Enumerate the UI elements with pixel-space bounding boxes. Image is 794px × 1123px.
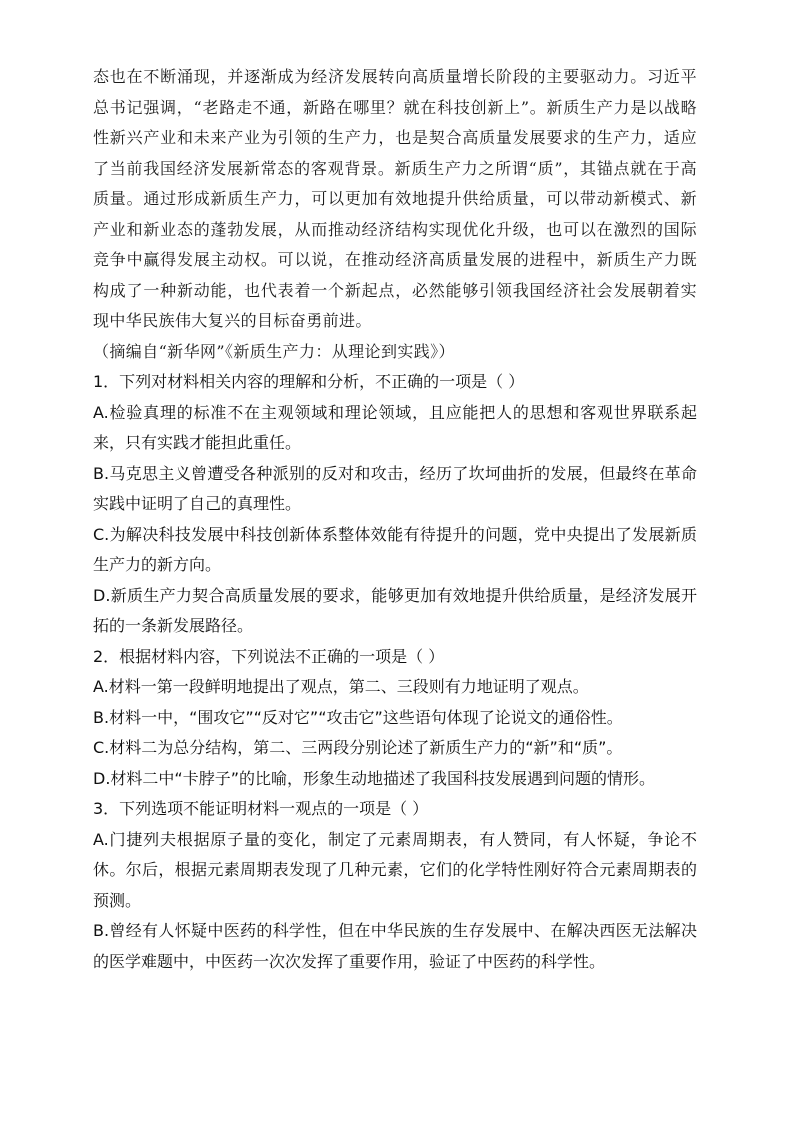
option-b: B.马克思主义曾遭受各种派别的反对和攻击，经历了坎坷曲折的发展，但最终在革命实践中证明了自己的真理性。 — [93, 463, 697, 513]
option-d: D.新质生产力契合高质量发展的要求，能够更加有效地提升供给质量，是经济发展开拓的一条新发展路径。 — [93, 585, 697, 635]
question-2 — [93, 642, 697, 795]
option-b: B.材料一中，“围攻它”“反对它”“攻击它”这些语句体现了论说文的通俗性。 — [93, 707, 623, 727]
question-stem: 1．下列对材料相关内容的理解和分析，不正确的一项是（ ） — [93, 372, 525, 391]
option-a: A.材料一第一段鲜明地提出了观点，第二、三段则有力地证明了观点。 — [93, 677, 589, 696]
question-stem: 3．下列选项不能证明材料一观点的一项是（ ） — [93, 799, 429, 818]
passage-paragraph: 态也在不断涌现，并逐渐成为经济发展转向高质量增长阶段的主要驱动力。习近平总书记强调，“老路走不通，新路在哪里？就在科技创新上”。新质生产力是以战略性新兴产业和未来产业为引领的生产力，也是契合高质量发展要求的生产力，适应了当前我国经济发展新常态的客观背景。新质生产力之所谓“质”，其锚点就在于高质量。通过形成新质生产力，可以更加有效地提升供给质量，可以带动新模式、新产业和新业态的蓬勃发展，从而推动经济结构实现优化升级，也可以在激烈的国际竞争中赢得发展主动权。可以说，在推动经济高质量发展的进程中，新质生产力既构成了一种新动能，也代表着一个新起点，必然能够引领我国经济社会发展朝着实现中华民族伟大复兴的目标奋勇前进。 — [93, 67, 697, 330]
question-1 — [93, 367, 697, 642]
option-a: A.门捷列夫根据原子量的变化，制定了元素周期表，有人赞同，有人怀疑，争论不休。尔后，根据元素周期表发现了几种元素，它们的化学特性刚好符合元素周期表的预测。 — [93, 829, 697, 910]
question-stem: 2．根据材料内容，下列说法不正确的一项是（ ） — [93, 646, 445, 666]
option-c: C.材料二为总分结构，第二、三两段分别论述了新质生产力的“新”和“质”。 — [93, 738, 623, 757]
option-b: B.曾经有人怀疑中医药的科学性，但在中华民族的生存发展中、在解决西医无法解决的医学难题中，中医药一次次发挥了重要作用，验证了中医药的科学性。 — [93, 921, 697, 971]
reading-passage — [93, 62, 697, 367]
question-3 — [93, 794, 697, 977]
option-c: C.为解决科技发展中科技创新体系整体效能有待提升的问题，党中央提出了发展新质生产力的新方向。 — [93, 524, 697, 574]
option-a: A.检验真理的标准不在主观领域和理论领域，且应能把人的思想和客观世界联系起来，只有实践才能担此重任。 — [93, 402, 697, 452]
question-list — [93, 367, 697, 977]
option-d: D.材料二中“卡脖子”的比喻，形象生动地描述了我国科技发展遇到问题的情形。 — [93, 768, 655, 788]
page-content — [93, 62, 697, 977]
passage-source: （摘编自“新华网”《新质生产力：从理论到实践》） — [93, 341, 455, 361]
